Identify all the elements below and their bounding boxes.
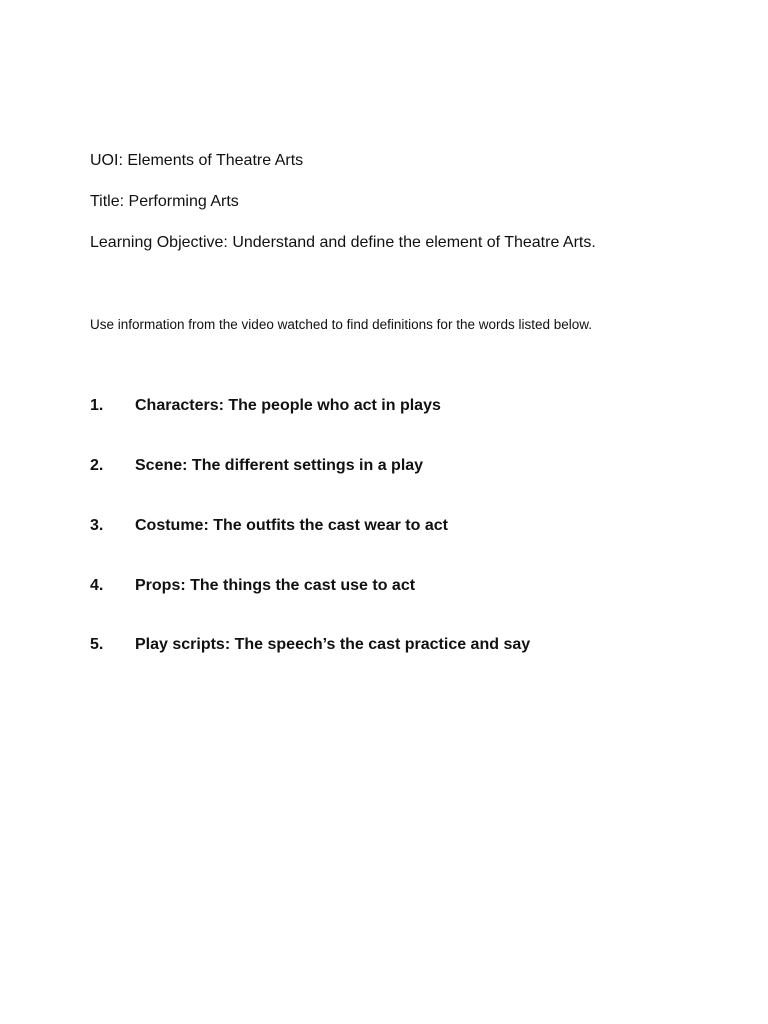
title-value: Performing Arts <box>128 193 239 210</box>
list-item-number: 4. <box>90 577 104 594</box>
uoi-line <box>90 151 303 171</box>
list-item-text: Play scripts: The speech’s the cast practice and say <box>135 636 531 653</box>
list-item-number: 2. <box>90 457 104 474</box>
title-label: Title: <box>90 193 125 210</box>
list-item-number: 5. <box>90 636 104 653</box>
uoi-value: Elements of Theatre Arts <box>127 152 304 169</box>
instruction-text: Use information from the video watched to find definitions for the words listed below. <box>90 317 593 332</box>
list-item-number: 3. <box>90 517 104 534</box>
objective-label: Learning Objective: <box>90 234 228 251</box>
uoi-label: UOI: <box>90 152 123 169</box>
list-item-text: Characters: The people who act in plays <box>135 397 441 414</box>
learning-objective-line <box>90 233 596 253</box>
list-item-text: Costume: The outfits the cast wear to act <box>135 517 448 534</box>
list-item-text: Props: The things the cast use to act <box>135 577 416 594</box>
list-item-text: Scene: The different settings in a play <box>135 457 424 474</box>
title-line <box>90 192 239 212</box>
list-item-number: 1. <box>90 397 104 414</box>
objective-value: Understand and define the element of Theatre Arts. <box>232 234 596 251</box>
